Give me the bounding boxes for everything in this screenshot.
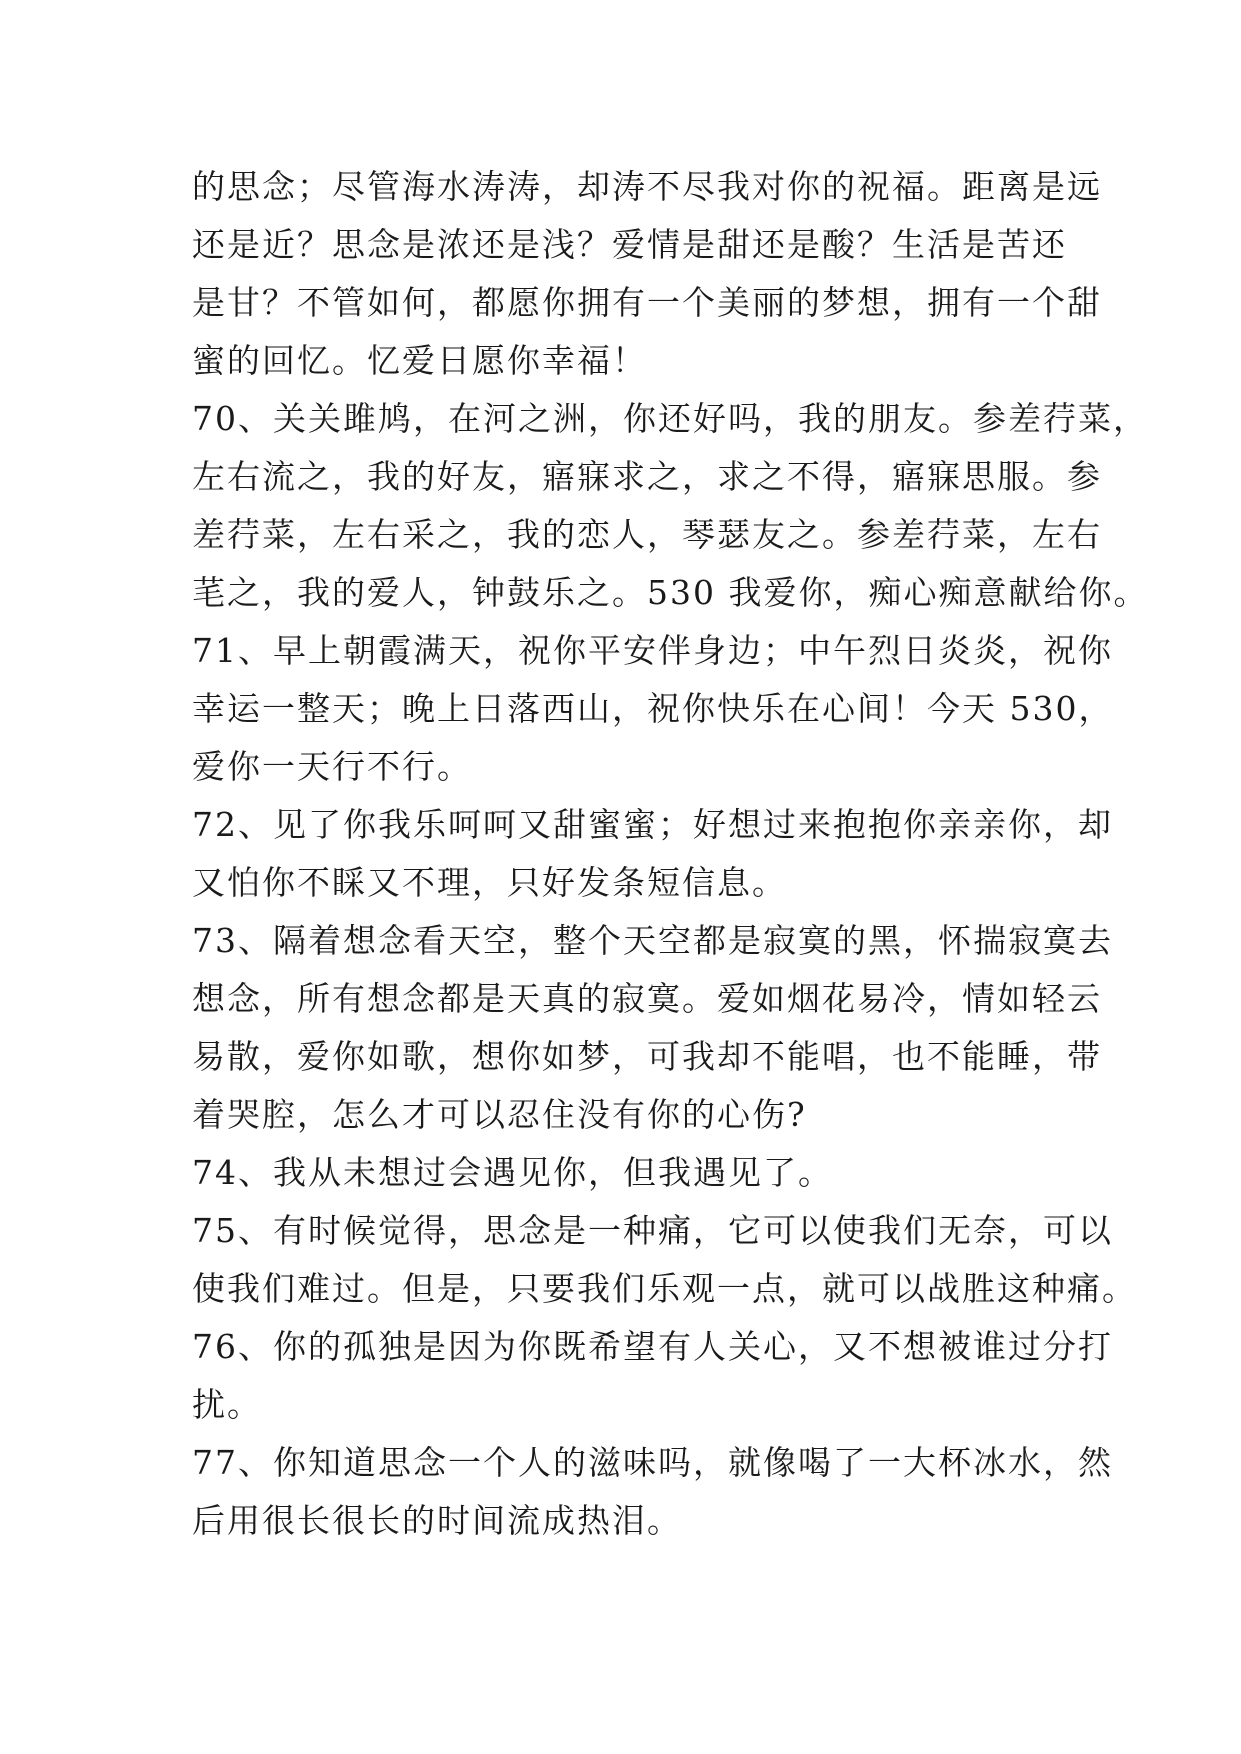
document-body: [192, 158, 1149, 1550]
text-line: 想念，所有想念都是天真的寂寞。爱如烟花易冷，情如轻云: [192, 979, 1102, 1018]
text-line: 73、隔着想念看天空，整个天空都是寂寞的黑，怀揣寂寞去: [192, 921, 1113, 960]
text-line: 是甘？不管如何，都愿你拥有一个美丽的梦想，拥有一个甜: [192, 283, 1102, 322]
text-line: 74、我从未想过会遇见你，但我遇见了。: [192, 1153, 833, 1192]
text-line: 使我们难过。但是，只要我们乐观一点，就可以战胜这种痛。: [192, 1269, 1137, 1308]
text-line: 扰。: [192, 1385, 262, 1424]
text-line: 又怕你不睬又不理，只好发条短信息。: [192, 863, 787, 902]
text-line: 72、见了你我乐呵呵又甜蜜蜜；好想过来抱抱你亲亲你，却: [192, 805, 1113, 844]
text-line: 爱你一天行不行。: [192, 747, 472, 786]
text-line: 75、有时候觉得，思念是一种痛，它可以使我们无奈，可以: [192, 1211, 1113, 1250]
text-line: 的思念；尽管海水涛涛，却涛不尽我对你的祝福。距离是远: [192, 167, 1102, 206]
text-line: 易散，爱你如歌，想你如梦，可我却不能唱，也不能睡，带: [192, 1037, 1102, 1076]
text-line: 芼之，我的爱人，钟鼓乐之。530 我爱你，痴心痴意献给你。: [192, 573, 1149, 612]
text-line: 70、关关雎鸠，在河之洲，你还好吗，我的朋友。参差荇菜，: [192, 399, 1148, 438]
text-line: 蜜的回忆。忆爱日愿你幸福！: [192, 341, 647, 380]
text-line: 还是近？思念是浓还是浅？爱情是甜还是酸？生活是苦还: [192, 225, 1067, 264]
text-line: 77、你知道思念一个人的滋味吗，就像喝了一大杯冰水，然: [192, 1443, 1113, 1482]
text-line: 着哭腔，怎么才可以忍住没有你的心伤?: [192, 1095, 807, 1134]
text-line: 差荇菜，左右采之，我的恋人，琴瑟友之。参差荇菜，左右: [192, 515, 1102, 554]
text-line: 幸运一整天；晚上日落西山，祝你快乐在心间！今天 530，: [192, 689, 1114, 728]
text-line: 左右流之，我的好友，寤寐求之，求之不得，寤寐思服。参: [192, 457, 1102, 496]
text-line: 后用很长很长的时间流成热泪。: [192, 1501, 682, 1540]
text-line: 76、你的孤独是因为你既希望有人关心，又不想被谁过分打: [192, 1327, 1113, 1366]
text-line: 71、早上朝霞满天，祝你平安伴身边；中午烈日炎炎，祝你: [192, 631, 1113, 670]
